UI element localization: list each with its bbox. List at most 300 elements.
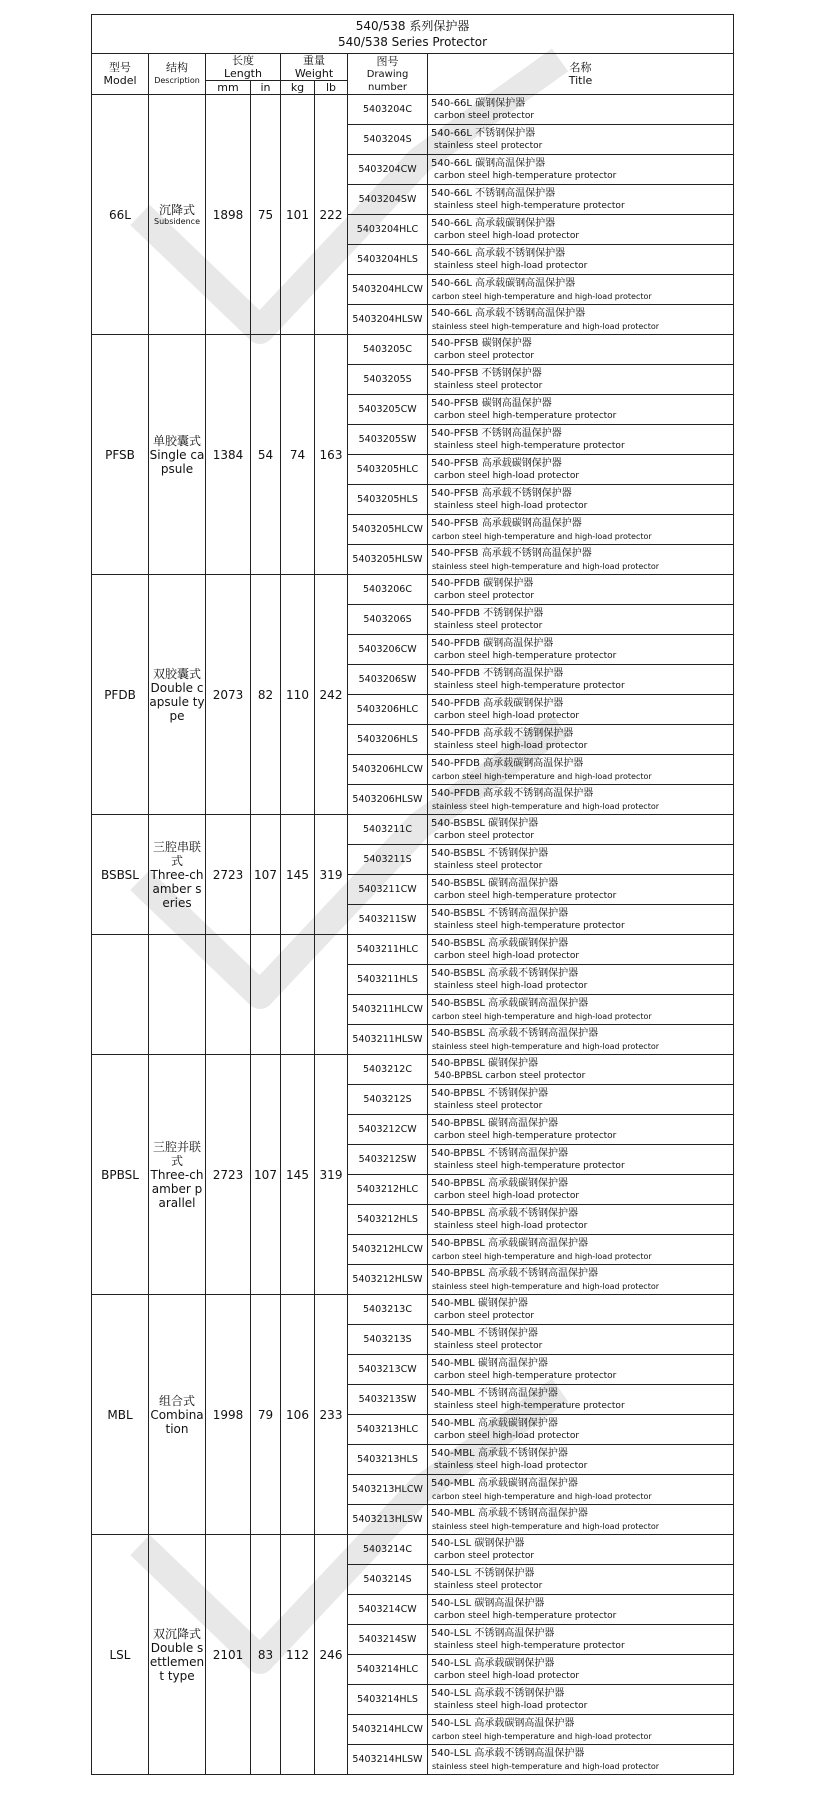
title-cell — [428, 755, 734, 785]
title-cell — [428, 1625, 734, 1655]
title-en: stainless steel high-load protector — [434, 500, 588, 511]
title-cell — [428, 695, 734, 725]
title-cell — [428, 1265, 734, 1295]
title-en: carbon steel high-temperature and high-load protector — [432, 1011, 652, 1021]
title-cell — [428, 665, 734, 695]
title-cn: 540-PFSB 高承载碳钢保护器 — [431, 457, 562, 469]
title-en: carbon steel protector — [434, 110, 535, 121]
title-en: stainless steel high-load protector — [434, 980, 588, 991]
title-cn: 540-LSL 不锈钢高温保护器 — [431, 1627, 555, 1639]
title-cn: 540-BSBSL 不锈钢保护器 — [431, 847, 549, 859]
title-en: stainless steel protector — [434, 1580, 543, 1591]
title-cell — [428, 95, 734, 125]
description-cn: 双胶囊式 — [152, 666, 201, 681]
drawing-number-cell: 5403204HLSW — [348, 305, 428, 335]
model-cell: 66L — [92, 95, 149, 335]
model-cell: MBL — [92, 1295, 149, 1535]
title-en: carbon steel high-temperature and high-load protector — [432, 291, 652, 301]
drawing-number-cell: 5403214HLS — [348, 1685, 428, 1715]
lb-cell: 319 — [315, 815, 348, 935]
title-cell — [428, 305, 734, 335]
kg-cell: 110 — [281, 575, 315, 815]
drawing-number-cell: 5403205HLS — [348, 485, 428, 515]
title-cn: 540-MBL 高承载碳钢保护器 — [431, 1417, 558, 1429]
header-length — [206, 54, 281, 81]
title-cn: 540-BSBSL 不锈钢高温保护器 — [431, 907, 569, 919]
title-cn: 540-PFSB 碳钢保护器 — [431, 337, 532, 349]
title-cell — [428, 155, 734, 185]
title-cn: 540-66L 不锈钢保护器 — [431, 127, 536, 139]
title-cn: 540-MBL 不锈钢高温保护器 — [431, 1387, 558, 1399]
title-cn: 540-LSL 碳钢保护器 — [431, 1537, 525, 1549]
title-en: stainless steel high-temperature protector — [434, 1400, 625, 1411]
title-en: 540/538 Series Protector — [338, 35, 488, 49]
title-cn: 540-MBL 高承载碳钢高温保护器 — [431, 1477, 578, 1489]
title-cell — [428, 1175, 734, 1205]
drawing-number-cell: 5403212CW — [348, 1115, 428, 1145]
title-cn: 540-66L 碳钢保护器 — [431, 97, 526, 109]
drawing-number-cell: 5403204S — [348, 125, 428, 155]
kg-cell: 112 — [281, 1535, 315, 1775]
title-cell — [428, 605, 734, 635]
description-cell — [149, 815, 206, 935]
title-cn: 540-PFDB 高承载不锈钢保护器 — [431, 727, 574, 739]
title-cell — [428, 1325, 734, 1355]
title-cn: 540-MBL 不锈钢保护器 — [431, 1327, 538, 1339]
in-cell — [251, 935, 281, 1055]
header-model-cn: 型号 — [109, 61, 131, 74]
title-cn: 540-PFSB 不锈钢高温保护器 — [431, 427, 562, 439]
table-row — [92, 1535, 734, 1565]
title-en: stainless steel high-temperature and high-load protector — [432, 1041, 660, 1051]
drawing-number-cell: 5403206C — [348, 575, 428, 605]
title-cell — [428, 1565, 734, 1595]
title-cn: 540-MBL 碳钢保护器 — [431, 1297, 528, 1309]
title-en: stainless steel high-temperature protector — [434, 440, 625, 451]
title-en: carbon steel protector — [434, 350, 535, 361]
drawing-number-cell: 5403205S — [348, 365, 428, 395]
title-cn: 540-BPBSL 高承载不锈钢保护器 — [431, 1207, 579, 1219]
title-en: stainless steel protector — [434, 1340, 543, 1351]
title-en: carbon steel high-temperature and high-load protector — [432, 771, 652, 781]
title-cn: 540-MBL 高承载不锈钢高温保护器 — [431, 1507, 588, 1519]
title-cell — [428, 515, 734, 545]
drawing-number-cell: 5403211HLS — [348, 965, 428, 995]
title-en: carbon steel high-temperature protector — [434, 890, 617, 901]
in-cell: 75 — [251, 95, 281, 335]
title-cell — [428, 215, 734, 245]
drawing-number-cell: 5403214S — [348, 1565, 428, 1595]
title-cn: 540-PFDB 高承载不锈钢高温保护器 — [431, 787, 594, 799]
header-description — [149, 54, 206, 95]
title-cn: 540-BPBSL 高承载碳钢高温保护器 — [431, 1237, 589, 1249]
title-cn: 540-LSL 高承载不锈钢保护器 — [431, 1687, 565, 1699]
model-cell: PFSB — [92, 335, 149, 575]
header-model — [92, 54, 149, 95]
description-en: Three-chamber series — [150, 867, 204, 910]
header-in: in — [251, 81, 281, 95]
drawing-number-cell: 5403206HLCW — [348, 755, 428, 785]
title-cn: 540-BPBSL 不锈钢高温保护器 — [431, 1147, 569, 1159]
drawing-number-cell: 5403212S — [348, 1085, 428, 1115]
lb-cell: 242 — [315, 575, 348, 815]
title-en: carbon steel protector — [434, 1310, 535, 1321]
header-length-en: Length — [224, 67, 262, 80]
title-cell — [428, 1055, 734, 1085]
drawing-number-cell: 5403214CW — [348, 1595, 428, 1625]
title-cell — [428, 1685, 734, 1715]
title-en: carbon steel high-temperature protector — [434, 650, 617, 661]
title-cell — [428, 1355, 734, 1385]
title-cn: 540-BPBSL 碳钢保护器 — [431, 1057, 539, 1069]
drawing-number-cell: 5403205HLSW — [348, 545, 428, 575]
title-cell — [428, 1205, 734, 1235]
title-en: stainless steel high-temperature protector — [434, 1160, 625, 1171]
title-en: carbon steel high-temperature protector — [434, 1130, 617, 1141]
description-en: Single capsule — [149, 447, 205, 476]
title-en: carbon steel high-temperature and high-load protector — [432, 1251, 652, 1261]
title-cell — [428, 1235, 734, 1265]
title-cn: 540-66L 高承载不锈钢保护器 — [431, 247, 566, 259]
drawing-number-cell: 5403212HLSW — [348, 1265, 428, 1295]
drawing-number-cell: 5403205CW — [348, 395, 428, 425]
description-cell — [149, 335, 206, 575]
description-cell — [149, 1535, 206, 1775]
title-en: carbon steel high-load protector — [434, 710, 580, 721]
header-title-en: Title — [568, 74, 593, 87]
title-cell — [428, 725, 734, 755]
title-cn: 540-LSL 不锈钢保护器 — [431, 1567, 535, 1579]
drawing-number-cell: 5403213HLSW — [348, 1505, 428, 1535]
drawing-number-cell: 5403211C — [348, 815, 428, 845]
title-cell — [428, 1115, 734, 1145]
description-cn: 沉降式 — [158, 202, 195, 217]
title-en: carbon steel high-temperature and high-load protector — [432, 531, 652, 541]
model-cell: PFDB — [92, 575, 149, 815]
table-row — [92, 575, 734, 605]
drawing-number-cell: 5403214SW — [348, 1625, 428, 1655]
kg-cell: 74 — [281, 335, 315, 575]
title-en: stainless steel protector — [434, 1100, 543, 1111]
title-cn: 540-BPBSL 不锈钢保护器 — [431, 1087, 549, 1099]
title-en: carbon steel high-load protector — [434, 470, 580, 481]
title-cell — [428, 125, 734, 155]
table-row — [92, 95, 734, 125]
kg-cell: 145 — [281, 815, 315, 935]
title-cell — [428, 1535, 734, 1565]
drawing-number-cell: 5403211HLCW — [348, 995, 428, 1025]
header-drawing — [348, 54, 428, 95]
title-cell — [428, 335, 734, 365]
header-weight-en: Weight — [294, 67, 334, 80]
title-cn: 540-PFDB 高承载碳钢高温保护器 — [431, 757, 584, 769]
title-en: carbon steel high-load protector — [434, 1670, 580, 1681]
description-en: Subsidence — [153, 216, 200, 226]
title-en: stainless steel high-temperature and high-load protector — [432, 1281, 660, 1291]
drawing-number-cell: 5403206SW — [348, 665, 428, 695]
description-cn: 组合式 — [158, 1393, 195, 1408]
model-cell — [92, 935, 149, 1055]
title-cell — [428, 1505, 734, 1535]
title-en: carbon steel high-temperature and high-load protector — [432, 1731, 652, 1741]
title-en: carbon steel protector — [434, 1550, 535, 1561]
title-cn: 540-PFSB 高承载不锈钢高温保护器 — [431, 547, 592, 559]
description-cell — [149, 95, 206, 335]
in-cell: 107 — [251, 815, 281, 935]
title-cell — [428, 455, 734, 485]
drawing-number-cell: 5403212HLC — [348, 1175, 428, 1205]
title-cell — [428, 965, 734, 995]
drawing-number-cell: 5403206HLC — [348, 695, 428, 725]
title-en: carbon steel high-temperature protector — [434, 1370, 617, 1381]
title-en: stainless steel high-temperature protector — [434, 200, 625, 211]
title-cn: 540-PFDB 碳钢保护器 — [431, 577, 534, 589]
mm-cell: 2101 — [206, 1535, 251, 1775]
title-cell — [428, 575, 734, 605]
lb-cell: 319 — [315, 1055, 348, 1295]
title-en: stainless steel protector — [434, 860, 543, 871]
in-cell: 83 — [251, 1535, 281, 1775]
title-cn: 540-MBL 高承载不锈钢保护器 — [431, 1447, 568, 1459]
mm-cell: 1898 — [206, 95, 251, 335]
drawing-number-cell: 5403204HLC — [348, 215, 428, 245]
title-cell — [428, 1385, 734, 1415]
description-cn: 双沉降式 — [152, 1626, 201, 1641]
title-cell — [428, 1085, 734, 1115]
title-cn: 540-BPBSL 高承载不锈钢高温保护器 — [431, 1267, 599, 1279]
mm-cell: 2073 — [206, 575, 251, 815]
drawing-number-cell: 5403213HLCW — [348, 1475, 428, 1505]
drawing-number-cell: 5403214HLC — [348, 1655, 428, 1685]
header-drawing-cn: 图号 — [376, 54, 399, 68]
title-cn: 540-BSBSL 碳钢保护器 — [431, 817, 539, 829]
drawing-number-cell: 5403211HLSW — [348, 1025, 428, 1055]
drawing-number-cell: 5403213HLC — [348, 1415, 428, 1445]
title-en: carbon steel protector — [434, 830, 535, 841]
drawing-number-cell: 5403204SW — [348, 185, 428, 215]
table-row — [92, 1295, 734, 1325]
title-en: stainless steel high-load protector — [434, 1220, 588, 1231]
title-en: stainless steel high-load protector — [434, 1700, 588, 1711]
table-row — [92, 1055, 734, 1085]
title-cell — [428, 995, 734, 1025]
title-cell — [428, 635, 734, 665]
drawing-number-cell: 5403205C — [348, 335, 428, 365]
header-model-en: Model — [103, 74, 137, 87]
title-en: 540-BPBSL carbon steel protector — [434, 1070, 586, 1081]
drawing-number-cell: 5403213CW — [348, 1355, 428, 1385]
header-desc-cn: 结构 — [166, 61, 188, 74]
title-en: stainless steel protector — [434, 620, 543, 631]
title-cell — [428, 1415, 734, 1445]
mm-cell: 2723 — [206, 815, 251, 935]
header-drawing-en: Drawing number — [366, 68, 409, 93]
title-cell — [428, 185, 734, 215]
title-cell — [428, 845, 734, 875]
description-cell — [149, 575, 206, 815]
model-cell: BPBSL — [92, 1055, 149, 1295]
table-row — [92, 335, 734, 365]
kg-cell — [281, 935, 315, 1055]
title-cn: 540-66L 高承载碳钢高温保护器 — [431, 277, 576, 289]
lb-cell: 246 — [315, 1535, 348, 1775]
title-cn: 540-PFDB 高承载碳钢保护器 — [431, 697, 564, 709]
title-cell — [428, 1595, 734, 1625]
drawing-number-cell: 5403213HLS — [348, 1445, 428, 1475]
lb-cell — [315, 935, 348, 1055]
drawing-number-cell: 5403212HLS — [348, 1205, 428, 1235]
title-cn: 540-BSBSL 高承载碳钢高温保护器 — [431, 997, 589, 1009]
title-cell — [428, 785, 734, 815]
title-en: carbon steel high-load protector — [434, 230, 580, 241]
title-cn: 540-PFSB 碳钢高温保护器 — [431, 397, 552, 409]
drawing-number-cell: 5403211CW — [348, 875, 428, 905]
title-cell — [428, 1475, 734, 1505]
drawing-number-cell: 5403211S — [348, 845, 428, 875]
header-title — [428, 54, 734, 95]
title-en: carbon steel high-temperature protector — [434, 410, 617, 421]
lb-cell: 163 — [315, 335, 348, 575]
description-cell — [149, 935, 206, 1055]
title-cn: 540-BSBSL 高承载不锈钢保护器 — [431, 967, 579, 979]
drawing-number-cell: 5403204CW — [348, 155, 428, 185]
model-cell: BSBSL — [92, 815, 149, 935]
kg-cell: 101 — [281, 95, 315, 335]
drawing-number-cell: 5403204HLS — [348, 245, 428, 275]
title-cn: 540-PFDB 不锈钢保护器 — [431, 607, 544, 619]
drawing-number-cell: 5403212SW — [348, 1145, 428, 1175]
title-en: stainless steel high-temperature and high-load protector — [432, 321, 660, 331]
table-title — [92, 15, 734, 54]
drawing-number-cell: 5403214HLSW — [348, 1745, 428, 1775]
title-cell — [428, 1145, 734, 1175]
title-cell — [428, 1715, 734, 1745]
header-desc-en: Description — [154, 76, 200, 85]
title-cell — [428, 1745, 734, 1775]
in-cell: 107 — [251, 1055, 281, 1295]
mm-cell: 2723 — [206, 1055, 251, 1295]
spec-table — [91, 14, 734, 1775]
header-mm: mm — [206, 81, 251, 95]
drawing-number-cell: 5403204HLCW — [348, 275, 428, 305]
header-kg: kg — [281, 81, 315, 95]
title-cell — [428, 1295, 734, 1325]
title-cell — [428, 545, 734, 575]
drawing-number-cell: 5403214HLCW — [348, 1715, 428, 1745]
title-cell — [428, 905, 734, 935]
title-cell — [428, 1025, 734, 1055]
lb-cell: 222 — [315, 95, 348, 335]
title-en: stainless steel high-temperature protector — [434, 920, 625, 931]
header-weight — [281, 54, 348, 81]
title-cn: 540-PFSB 高承载碳钢高温保护器 — [431, 517, 582, 529]
drawing-number-cell: 5403212C — [348, 1055, 428, 1085]
title-cell — [428, 815, 734, 845]
title-cell — [428, 1445, 734, 1475]
drawing-number-cell: 5403213S — [348, 1325, 428, 1355]
drawing-number-cell: 5403206HLS — [348, 725, 428, 755]
in-cell: 79 — [251, 1295, 281, 1535]
title-en: stainless steel protector — [434, 140, 543, 151]
title-en: carbon steel high-temperature protector — [434, 170, 617, 181]
title-cn: 540-PFSB 高承载不锈钢保护器 — [431, 487, 572, 499]
title-en: stainless steel protector — [434, 380, 543, 391]
drawing-number-cell: 5403206HLSW — [348, 785, 428, 815]
lb-cell: 233 — [315, 1295, 348, 1535]
title-en: carbon steel high-load protector — [434, 1190, 580, 1201]
drawing-number-cell: 5403211HLC — [348, 935, 428, 965]
title-en: stainless steel high-load protector — [434, 1460, 588, 1471]
drawing-number-cell: 5403205HLC — [348, 455, 428, 485]
mm-cell: 1384 — [206, 335, 251, 575]
title-en: stainless steel high-temperature protector — [434, 680, 625, 691]
drawing-number-cell: 5403214C — [348, 1535, 428, 1565]
header-weight-cn: 重量 — [303, 54, 325, 67]
title-cn: 540-PFDB 碳钢高温保护器 — [431, 637, 554, 649]
title-cell — [428, 425, 734, 455]
drawing-number-cell: 5403206CW — [348, 635, 428, 665]
kg-cell: 106 — [281, 1295, 315, 1535]
title-cn: 540-BSBSL 高承载不锈钢高温保护器 — [431, 1027, 599, 1039]
title-cell — [428, 875, 734, 905]
protector-spec-sheet — [91, 14, 733, 1775]
in-cell: 82 — [251, 575, 281, 815]
title-cn: 540-PFSB 不锈钢保护器 — [431, 367, 542, 379]
title-cn: 540-66L 不锈钢高温保护器 — [431, 187, 556, 199]
drawing-number-cell: 5403213C — [348, 1295, 428, 1325]
header-length-cn: 长度 — [232, 54, 254, 67]
title-cell — [428, 365, 734, 395]
table-row — [92, 815, 734, 845]
description-en: Three-chamber parallel — [150, 1167, 204, 1210]
title-en: stainless steel high-load protector — [434, 260, 588, 271]
title-en: stainless steel high-temperature and high-load protector — [432, 801, 660, 811]
title-cn: 540-BPBSL 碳钢高温保护器 — [431, 1117, 559, 1129]
title-cell — [428, 395, 734, 425]
title-cn: 540-BSBSL 高承载碳钢保护器 — [431, 937, 569, 949]
header-title-cn: 名称 — [569, 61, 592, 74]
title-en: stainless steel high-temperature and high-load protector — [432, 561, 660, 571]
title-cell — [428, 275, 734, 305]
title-en: stainless steel high-temperature and high-load protector — [432, 1521, 660, 1531]
in-cell: 54 — [251, 335, 281, 575]
title-cn: 540-MBL 碳钢高温保护器 — [431, 1357, 548, 1369]
drawing-number-cell: 5403206S — [348, 605, 428, 635]
title-cn: 540/538 系列保护器 — [355, 19, 470, 33]
title-cn: 540-66L 高承载碳钢保护器 — [431, 217, 556, 229]
title-cn: 540-BPBSL 高承载碳钢保护器 — [431, 1177, 569, 1189]
kg-cell: 145 — [281, 1055, 315, 1295]
title-cell — [428, 245, 734, 275]
title-en: stainless steel high-temperature protector — [434, 1640, 625, 1651]
title-cell — [428, 485, 734, 515]
header-lb: lb — [315, 81, 348, 95]
title-cn: 540-PFDB 不锈钢高温保护器 — [431, 667, 564, 679]
model-cell: LSL — [92, 1535, 149, 1775]
description-cell — [149, 1055, 206, 1295]
title-cn: 540-66L 碳钢高温保护器 — [431, 157, 546, 169]
drawing-number-cell: 5403211SW — [348, 905, 428, 935]
mm-cell — [206, 935, 251, 1055]
title-cn: 540-LSL 高承载碳钢高温保护器 — [431, 1717, 575, 1729]
description-en: Double settlement type — [149, 1640, 205, 1683]
title-en: stainless steel high-temperature and high-load protector — [432, 1761, 660, 1771]
title-en: carbon steel high-temperature protector — [434, 1610, 617, 1621]
title-en: stainless steel high-load protector — [434, 740, 588, 751]
title-en: carbon steel high-load protector — [434, 1430, 580, 1441]
drawing-number-cell: 5403205SW — [348, 425, 428, 455]
title-en: carbon steel high-temperature and high-load protector — [432, 1491, 652, 1501]
